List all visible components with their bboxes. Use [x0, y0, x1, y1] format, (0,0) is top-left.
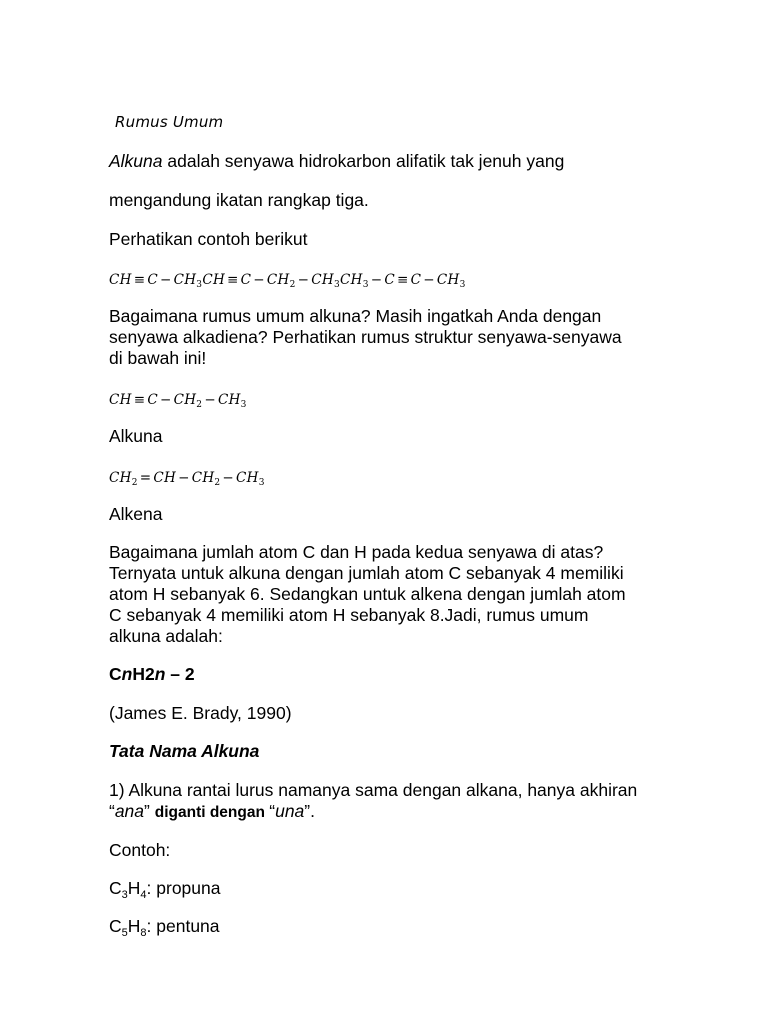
- element-subscript: 4: [140, 889, 147, 901]
- minus-symbol: −: [222, 470, 235, 486]
- triple-bond-symbol: ≡: [133, 392, 146, 408]
- triple-bond-symbol: ≡: [397, 272, 409, 288]
- formula-term: CH: [173, 392, 197, 408]
- formula-term: CH: [340, 272, 363, 288]
- minus-symbol: −: [253, 272, 265, 288]
- formula-term: – 2: [165, 664, 195, 684]
- suffix-una: una: [275, 801, 305, 821]
- quote-mark: ”: [144, 801, 155, 821]
- element-symbol: C: [109, 878, 122, 898]
- minus-symbol: −: [423, 272, 435, 288]
- formula-subscript: 2: [196, 400, 203, 410]
- formula-term: CH: [436, 272, 460, 288]
- formula-term: CH: [109, 272, 132, 288]
- element-subscript: 8: [140, 927, 147, 939]
- formula-term: CH: [202, 272, 226, 288]
- rule-1-line-2: [109, 801, 315, 823]
- formula-term: C: [410, 272, 422, 288]
- formula-variable: n: [121, 664, 133, 684]
- minus-symbol: −: [204, 392, 216, 408]
- formula-term: CH: [217, 392, 241, 408]
- heading-tata-nama: Tata Nama Alkuna: [109, 741, 260, 761]
- formula-term: H2: [132, 664, 155, 684]
- formula-term: CH: [191, 470, 215, 486]
- formula-term: CH: [236, 470, 259, 486]
- formula-subscript: 3: [258, 478, 265, 488]
- rule-1-middle: diganti dengan: [154, 804, 270, 821]
- element-symbol: H: [127, 878, 141, 898]
- formula-term: CH: [153, 470, 177, 486]
- formula-subscript: 2: [214, 478, 221, 488]
- contoh-label: Contoh:: [109, 840, 171, 860]
- formula-term: C: [109, 664, 122, 684]
- formula-term: CH: [266, 272, 290, 288]
- formula-term: CH: [109, 470, 132, 486]
- question-line-1: Bagaimana rumus umum alkuna? Masih ingatkah Anda dengan: [109, 306, 602, 326]
- label-alkena: Alkena: [109, 504, 163, 524]
- element-subscript: 3: [121, 889, 128, 901]
- formula-variable: n: [154, 664, 166, 684]
- formula-term: C: [240, 272, 252, 288]
- definition-line-1-rest: adalah senyawa hidrokarbon alifatik tak jenuh yang: [162, 151, 565, 171]
- formula-examples: [109, 271, 466, 289]
- question-line-3: di bawah ini!: [109, 348, 207, 368]
- citation: (James E. Brady, 1990): [109, 703, 292, 723]
- minus-symbol: −: [159, 272, 172, 288]
- formula-subscript: 2: [289, 280, 296, 290]
- quote-mark: ”.: [304, 801, 315, 821]
- element-symbol: H: [127, 916, 141, 936]
- formula-term: C: [147, 392, 158, 408]
- example-pentuna: [109, 916, 220, 937]
- formula-subscript: 3: [362, 280, 369, 290]
- compound-name: : pentuna: [146, 916, 220, 936]
- count-line-1: Bagaimana jumlah atom C dan H pada kedua senyawa di atas?: [109, 542, 604, 562]
- alkyne-formula: [109, 391, 247, 409]
- suffix-ana: ana: [114, 801, 145, 821]
- minus-symbol: −: [370, 272, 383, 288]
- quote-mark: “: [109, 801, 115, 821]
- general-formula: [109, 664, 195, 685]
- count-line-4: C sebanyak 4 memiliki atom H sebanyak 8.Jadi, rumus umum: [109, 605, 589, 625]
- double-bond-symbol: =: [139, 470, 152, 486]
- question-line-2: senyawa alkadiena? Perhatikan rumus struktur senyawa-senyawa: [109, 327, 622, 347]
- definition-line-2: mengandung ikatan rangkap tiga.: [109, 190, 369, 210]
- example-propuna: [109, 878, 220, 899]
- count-line-3: atom H sebanyak 6. Sedangkan untuk alkena dengan jumlah atom: [109, 584, 626, 604]
- formula-subscript: 3: [459, 280, 466, 290]
- label-alkuna: Alkuna: [109, 426, 163, 446]
- formula-term: CH: [311, 272, 334, 288]
- definition-line-1: [109, 151, 564, 172]
- element-symbol: C: [109, 916, 122, 936]
- element-subscript: 5: [121, 927, 128, 939]
- minus-symbol: −: [159, 392, 172, 408]
- formula-term: C: [384, 272, 396, 288]
- triple-bond-symbol: ≡: [133, 272, 146, 288]
- term-alkuna: Alkuna: [109, 151, 163, 171]
- minus-symbol: −: [178, 470, 190, 486]
- triple-bond-symbol: ≡: [227, 272, 239, 288]
- formula-subscript: 3: [240, 400, 247, 410]
- quote-mark: “: [269, 801, 276, 821]
- formula-subscript: 3: [333, 280, 341, 290]
- minus-symbol: −: [297, 272, 310, 288]
- formula-term: CH: [173, 272, 197, 288]
- formula-subscript: 3: [196, 280, 203, 290]
- rule-1-line-1: 1) Alkuna rantai lurus namanya sama dengan alkana, hanya akhiran: [109, 780, 638, 800]
- compound-name: : propuna: [146, 878, 221, 898]
- example-intro: Perhatikan contoh berikut: [109, 229, 308, 249]
- formula-term: CH: [109, 392, 132, 408]
- count-line-5: alkuna adalah:: [109, 626, 223, 646]
- formula-subscript: 2: [131, 478, 138, 488]
- count-line-2: Ternyata untuk alkuna dengan jumlah atom C sebanyak 4 memiliki: [109, 563, 624, 583]
- formula-term: C: [147, 272, 158, 288]
- heading-rumus-umum: Rumus Umum: [115, 113, 224, 131]
- alkene-formula: [109, 469, 265, 487]
